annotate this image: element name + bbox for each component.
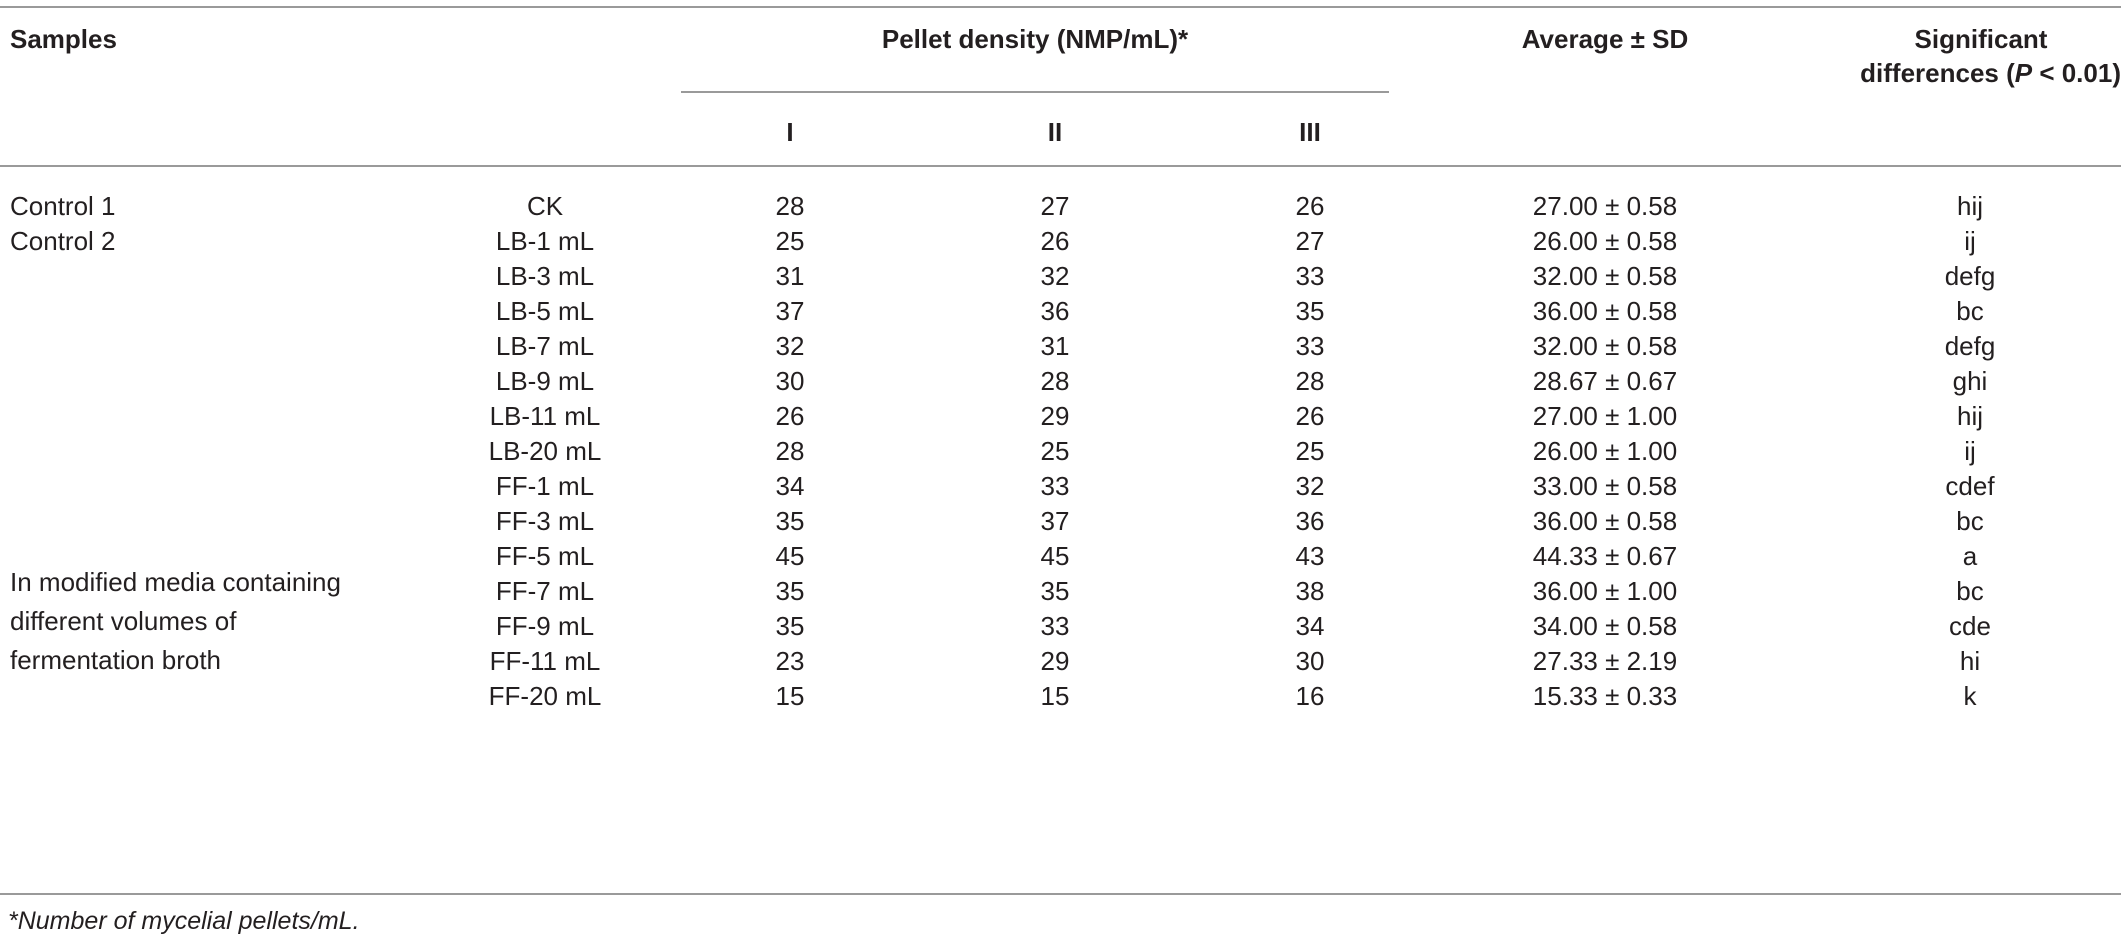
replicate-3-cell: 16 bbox=[1295, 681, 1325, 711]
replicate-3-cell: 26 bbox=[1295, 401, 1325, 431]
replicate-1-cell: 45 bbox=[775, 541, 805, 571]
table-bottom-rule bbox=[0, 893, 2121, 895]
significance-cell: hi bbox=[1959, 646, 1981, 676]
average-cell: 26.00 ± 0.58 bbox=[1532, 226, 1678, 256]
replicate-1-cell: 28 bbox=[775, 436, 805, 466]
replicate-1-cell: 32 bbox=[775, 331, 805, 361]
replicate-1-cell: 23 bbox=[775, 646, 805, 676]
significance-cell: bc bbox=[1956, 506, 1984, 536]
replicate-3-cell: 36 bbox=[1295, 506, 1325, 536]
replicate-1-cell: 31 bbox=[775, 261, 805, 291]
significance-cell: k bbox=[1963, 681, 1977, 711]
average-cell: 26.00 ± 1.00 bbox=[1532, 436, 1678, 466]
condition-cell: LB-5 mL bbox=[495, 296, 595, 326]
significance-cell: hij bbox=[1956, 191, 1983, 221]
replicate-3-cell: 27 bbox=[1295, 226, 1325, 256]
replicate-1-cell: 35 bbox=[775, 506, 805, 536]
average-cell: 34.00 ± 0.58 bbox=[1532, 611, 1678, 641]
condition-cell: LB-1 mL bbox=[495, 226, 595, 256]
replicate-2-cell: 29 bbox=[1040, 646, 1070, 676]
condition-cell: FF-1 mL bbox=[495, 471, 595, 501]
replicate-1-cell: 25 bbox=[775, 226, 805, 256]
replicate-2-cell: 26 bbox=[1040, 226, 1070, 256]
average-cell: 36.00 ± 0.58 bbox=[1532, 506, 1678, 536]
replicate-3-cell: 33 bbox=[1295, 261, 1325, 291]
significance-cell: bc bbox=[1956, 576, 1984, 606]
condition-cell: LB-3 mL bbox=[495, 261, 595, 291]
condition-cell: FF-11 mL bbox=[489, 646, 601, 676]
table-top-rule bbox=[0, 6, 2121, 8]
header-replicate-1: I bbox=[786, 117, 794, 147]
condition-cell: FF-7 mL bbox=[495, 576, 595, 606]
average-cell: 36.00 ± 0.58 bbox=[1532, 296, 1678, 326]
replicate-3-cell: 25 bbox=[1295, 436, 1325, 466]
replicate-3-cell: 32 bbox=[1295, 471, 1325, 501]
replicate-2-cell: 36 bbox=[1040, 296, 1070, 326]
header-pellet-density: Pellet density (NMP/mL)* bbox=[881, 24, 1189, 54]
significance-cell: ij bbox=[1964, 226, 1976, 256]
replicate-2-cell: 27 bbox=[1040, 191, 1070, 221]
condition-cell: LB-9 mL bbox=[495, 366, 595, 396]
average-cell: 15.33 ± 0.33 bbox=[1532, 681, 1678, 711]
significance-cell: cdef bbox=[1945, 471, 1995, 501]
replicate-2-cell: 29 bbox=[1040, 401, 1070, 431]
significance-cell: defg bbox=[1944, 331, 1996, 361]
replicate-1-cell: 37 bbox=[775, 296, 805, 326]
replicate-3-cell: 28 bbox=[1295, 366, 1325, 396]
replicate-3-cell: 38 bbox=[1295, 576, 1325, 606]
group-label-modified-media: In modified media containing different volumes of fermentation broth bbox=[10, 567, 341, 675]
replicate-2-cell: 32 bbox=[1040, 261, 1070, 291]
condition-cell: FF-3 mL bbox=[495, 506, 595, 536]
condition-cell: LB-11 mL bbox=[489, 401, 601, 431]
significance-cell: bc bbox=[1956, 296, 1984, 326]
header-sig-prefix: differences ( bbox=[1860, 58, 2015, 88]
average-cell: 44.33 ± 0.67 bbox=[1532, 541, 1678, 571]
average-cell: 32.00 ± 0.58 bbox=[1532, 331, 1678, 361]
significance-cell: a bbox=[1962, 541, 1978, 571]
average-cell: 27.00 ± 1.00 bbox=[1532, 401, 1678, 431]
header-samples: Samples bbox=[10, 24, 117, 54]
condition-cell: FF-5 mL bbox=[495, 541, 595, 571]
average-cell: 27.33 ± 2.19 bbox=[1532, 646, 1678, 676]
replicate-2-cell: 45 bbox=[1040, 541, 1070, 571]
replicate-2-cell: 31 bbox=[1040, 331, 1070, 361]
replicate-1-cell: 26 bbox=[775, 401, 805, 431]
condition-cell: LB-7 mL bbox=[495, 331, 595, 361]
significance-cell: hij bbox=[1956, 401, 1983, 431]
header-sig-suffix: < 0.01) bbox=[2032, 58, 2121, 88]
average-cell: 27.00 ± 0.58 bbox=[1532, 191, 1678, 221]
header-replicate-3: III bbox=[1299, 117, 1321, 147]
group-label-control2: Control 2 bbox=[10, 226, 116, 256]
significance-cell: ij bbox=[1964, 436, 1976, 466]
replicate-3-cell: 26 bbox=[1295, 191, 1325, 221]
header-group-rule bbox=[681, 91, 1389, 93]
condition-cell: FF-9 mL bbox=[495, 611, 595, 641]
replicate-2-cell: 28 bbox=[1040, 366, 1070, 396]
replicate-1-cell: 15 bbox=[775, 681, 805, 711]
condition-cell: CK bbox=[526, 191, 564, 221]
replicate-2-cell: 33 bbox=[1040, 471, 1070, 501]
replicate-2-cell: 15 bbox=[1040, 681, 1070, 711]
replicate-3-cell: 30 bbox=[1295, 646, 1325, 676]
average-cell: 36.00 ± 1.00 bbox=[1532, 576, 1678, 606]
header-sig-line1: Significant bbox=[1914, 24, 2048, 54]
condition-cell: FF-20 mL bbox=[488, 681, 602, 711]
replicate-1-cell: 28 bbox=[775, 191, 805, 221]
header-sig-p: P bbox=[2014, 58, 2033, 88]
condition-cell: LB-20 mL bbox=[488, 436, 602, 466]
replicate-1-cell: 30 bbox=[775, 366, 805, 396]
significance-cell: defg bbox=[1944, 261, 1996, 291]
header-replicate-2: II bbox=[1047, 117, 1063, 147]
replicate-1-cell: 35 bbox=[775, 611, 805, 641]
table-footnote: *Number of mycelial pellets/mL. bbox=[8, 907, 360, 935]
replicate-1-cell: 34 bbox=[775, 471, 805, 501]
replicate-3-cell: 34 bbox=[1295, 611, 1325, 641]
replicate-3-cell: 43 bbox=[1295, 541, 1325, 571]
replicate-2-cell: 33 bbox=[1040, 611, 1070, 641]
average-cell: 33.00 ± 0.58 bbox=[1532, 471, 1678, 501]
average-cell: 28.67 ± 0.67 bbox=[1532, 366, 1678, 396]
replicate-2-cell: 35 bbox=[1040, 576, 1070, 606]
replicate-1-cell: 35 bbox=[775, 576, 805, 606]
group-label-control1: Control 1 bbox=[10, 191, 116, 221]
average-cell: 32.00 ± 0.58 bbox=[1532, 261, 1678, 291]
table-header-rule bbox=[0, 165, 2121, 167]
replicate-3-cell: 35 bbox=[1295, 296, 1325, 326]
header-sig-line2 bbox=[1801, 56, 2121, 90]
significance-cell: ghi bbox=[1952, 366, 1988, 396]
replicate-2-cell: 37 bbox=[1040, 506, 1070, 536]
replicate-2-cell: 25 bbox=[1040, 436, 1070, 466]
replicate-3-cell: 33 bbox=[1295, 331, 1325, 361]
significance-cell: cde bbox=[1949, 611, 1991, 641]
header-significant-differences bbox=[1801, 22, 2121, 90]
header-average-sd: Average ± SD bbox=[1521, 24, 1689, 54]
